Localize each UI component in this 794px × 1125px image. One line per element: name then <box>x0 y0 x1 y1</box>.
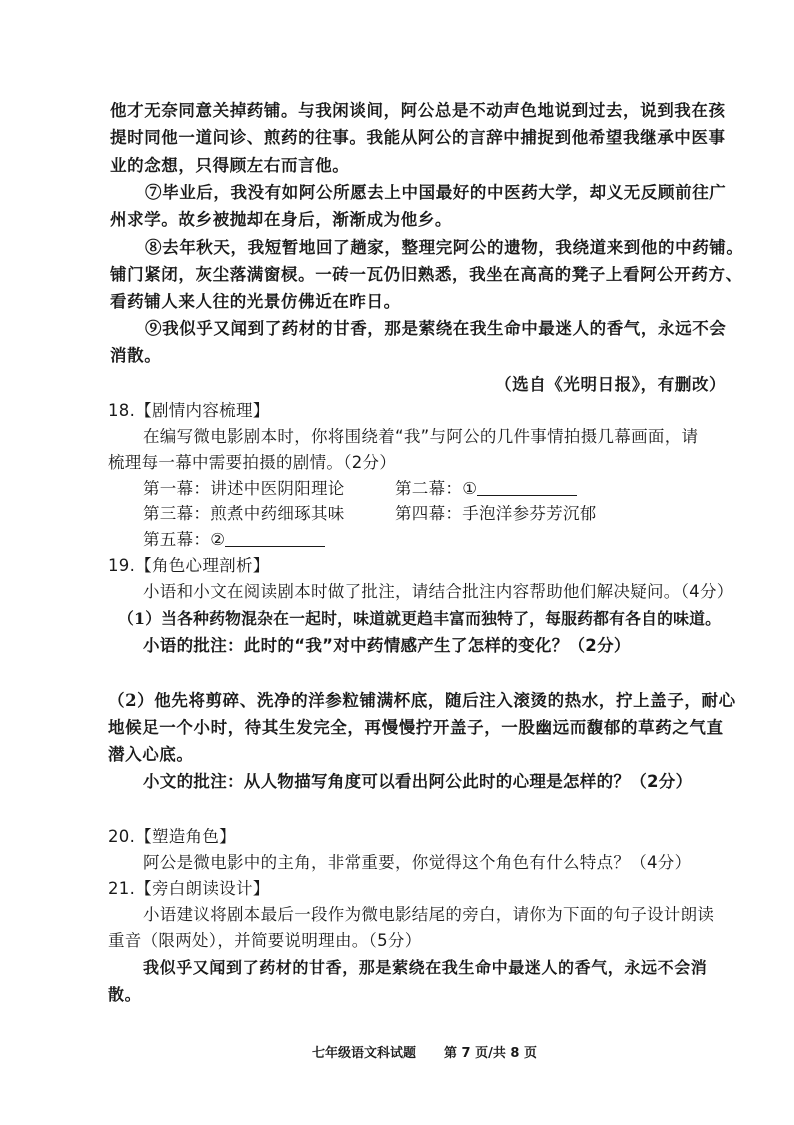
q18-blank-2[interactable] <box>225 528 325 547</box>
q19-note-2: 小文的批注：从人物描写角度可以看出阿公此时的心理是怎样的？（2分） <box>143 772 693 791</box>
q18-scene-5-label: 第五幕：② <box>143 530 226 549</box>
q19-quote-1: （1）当各种药物混杂在一起时，味道就更趋丰富而独特了，每服药都有各自的味道。 <box>118 609 722 628</box>
q21-sentence-1: 我似乎又闻到了药材的甘香，那是萦绕在我生命中最迷人的香气，永远不会消 <box>143 958 708 977</box>
q21-prompt-2: 重音（限两处），并简要说明理由。（5分） <box>108 931 422 950</box>
q18-scene-4: 第四幕：手泡洋参芬芳沉郁 <box>395 504 597 523</box>
q19-quote-2-line-2: 地候足一个小时，待其生发完全，再慢慢拧开盖子，一股幽远而馥郁的草药之气直 <box>108 718 724 737</box>
q18-scene-2 <box>395 476 577 502</box>
q18-blank-1[interactable] <box>477 477 577 496</box>
q18-prompt-1: 在编写微电影剧本时，你将围绕着“我”与阿公的几件事情拍摄几幕画面，请 <box>143 427 699 446</box>
article-line-7: 铺门紧闭，灰尘落满窗棂。一砖一瓦仍旧熟悉，我坐在高高的凳子上看阿公开药方、 <box>110 265 743 284</box>
q19-note-1: 小语的批注：此时的“我”对中药情感产生了怎样的变化？（2分） <box>143 636 631 655</box>
q19-quote-2-line-3: 潜入心底。 <box>108 745 194 764</box>
article-line-5: 州求学。故乡被抛却在身后，渐渐成为他乡。 <box>110 210 452 229</box>
q18-scene-3: 第三幕：煎煮中药细琢其味 <box>143 504 345 523</box>
article-line-8: 看药铺人来人往的光景仿佛近在昨日。 <box>110 292 401 311</box>
article-source: （选自《光明日报》，有删改） <box>495 375 727 394</box>
q21-sentence-2: 散。 <box>108 985 142 1004</box>
article-line-10: 消散。 <box>110 346 162 365</box>
article-line-1: 他才无奈同意关掉药铺。与我闲谈间，阿公总是不动声色地说到过去，说到我在孩 <box>110 101 726 120</box>
q20-prompt: 阿公是微电影中的主角，非常重要，你觉得这个角色有什么特点？（4分） <box>143 853 692 872</box>
footer-exam-name: 七年级语文科试题 <box>312 1046 417 1061</box>
q18-scene-1: 第一幕：讲述中医阴阳理论 <box>143 479 345 498</box>
q18-scene-5 <box>143 527 325 553</box>
q18-prompt-2: 梳理每一幕中需要拍摄的剧情。（2分） <box>108 453 397 472</box>
q19-quote-2-line-1: （2）他先将剪碎、洗净的洋参粒铺满杯底，随后注入滚烫的热水，拧上盖子，耐心 <box>108 691 736 710</box>
q21-title: 21.【旁白朗读设计】 <box>108 879 270 898</box>
q20-title: 20.【塑造角色】 <box>108 827 236 846</box>
article-line-4: ⑦毕业后，我没有如阿公所愿去上中国最好的中医药大学，却义无反顾前往广 <box>145 183 727 202</box>
q18-scene-2-label: 第二幕：① <box>395 479 478 498</box>
q19-title: 19.【角色心理剖析】 <box>108 556 270 575</box>
article-line-2: 提时同他一道问诊、煎药的往事。我能从阿公的言辞中捕捉到他希望我继承中医事 <box>110 128 726 147</box>
article-line-6: ⑧去年秋天，我短暂地回了趟家，整理完阿公的遗物，我绕道来到他的中药铺。 <box>145 238 744 257</box>
article-line-3: 业的念想，只得顾左右而言他。 <box>110 156 350 175</box>
article-line-9: ⑨我似乎又闻到了药材的甘香，那是萦绕在我生命中最迷人的香气，永远不会 <box>145 319 727 338</box>
q19-prompt: 小语和小文在阅读剧本时做了批注，请结合批注内容帮助他们解决疑问。（4分） <box>143 582 734 601</box>
q21-prompt-1: 小语建议将剧本最后一段作为微电影结尾的旁白，请你为下面的句子设计朗读 <box>143 905 715 924</box>
footer-page-number: 第 7 页/共 8 页 <box>444 1046 537 1061</box>
q18-title: 18.【剧情内容梳理】 <box>108 401 270 420</box>
